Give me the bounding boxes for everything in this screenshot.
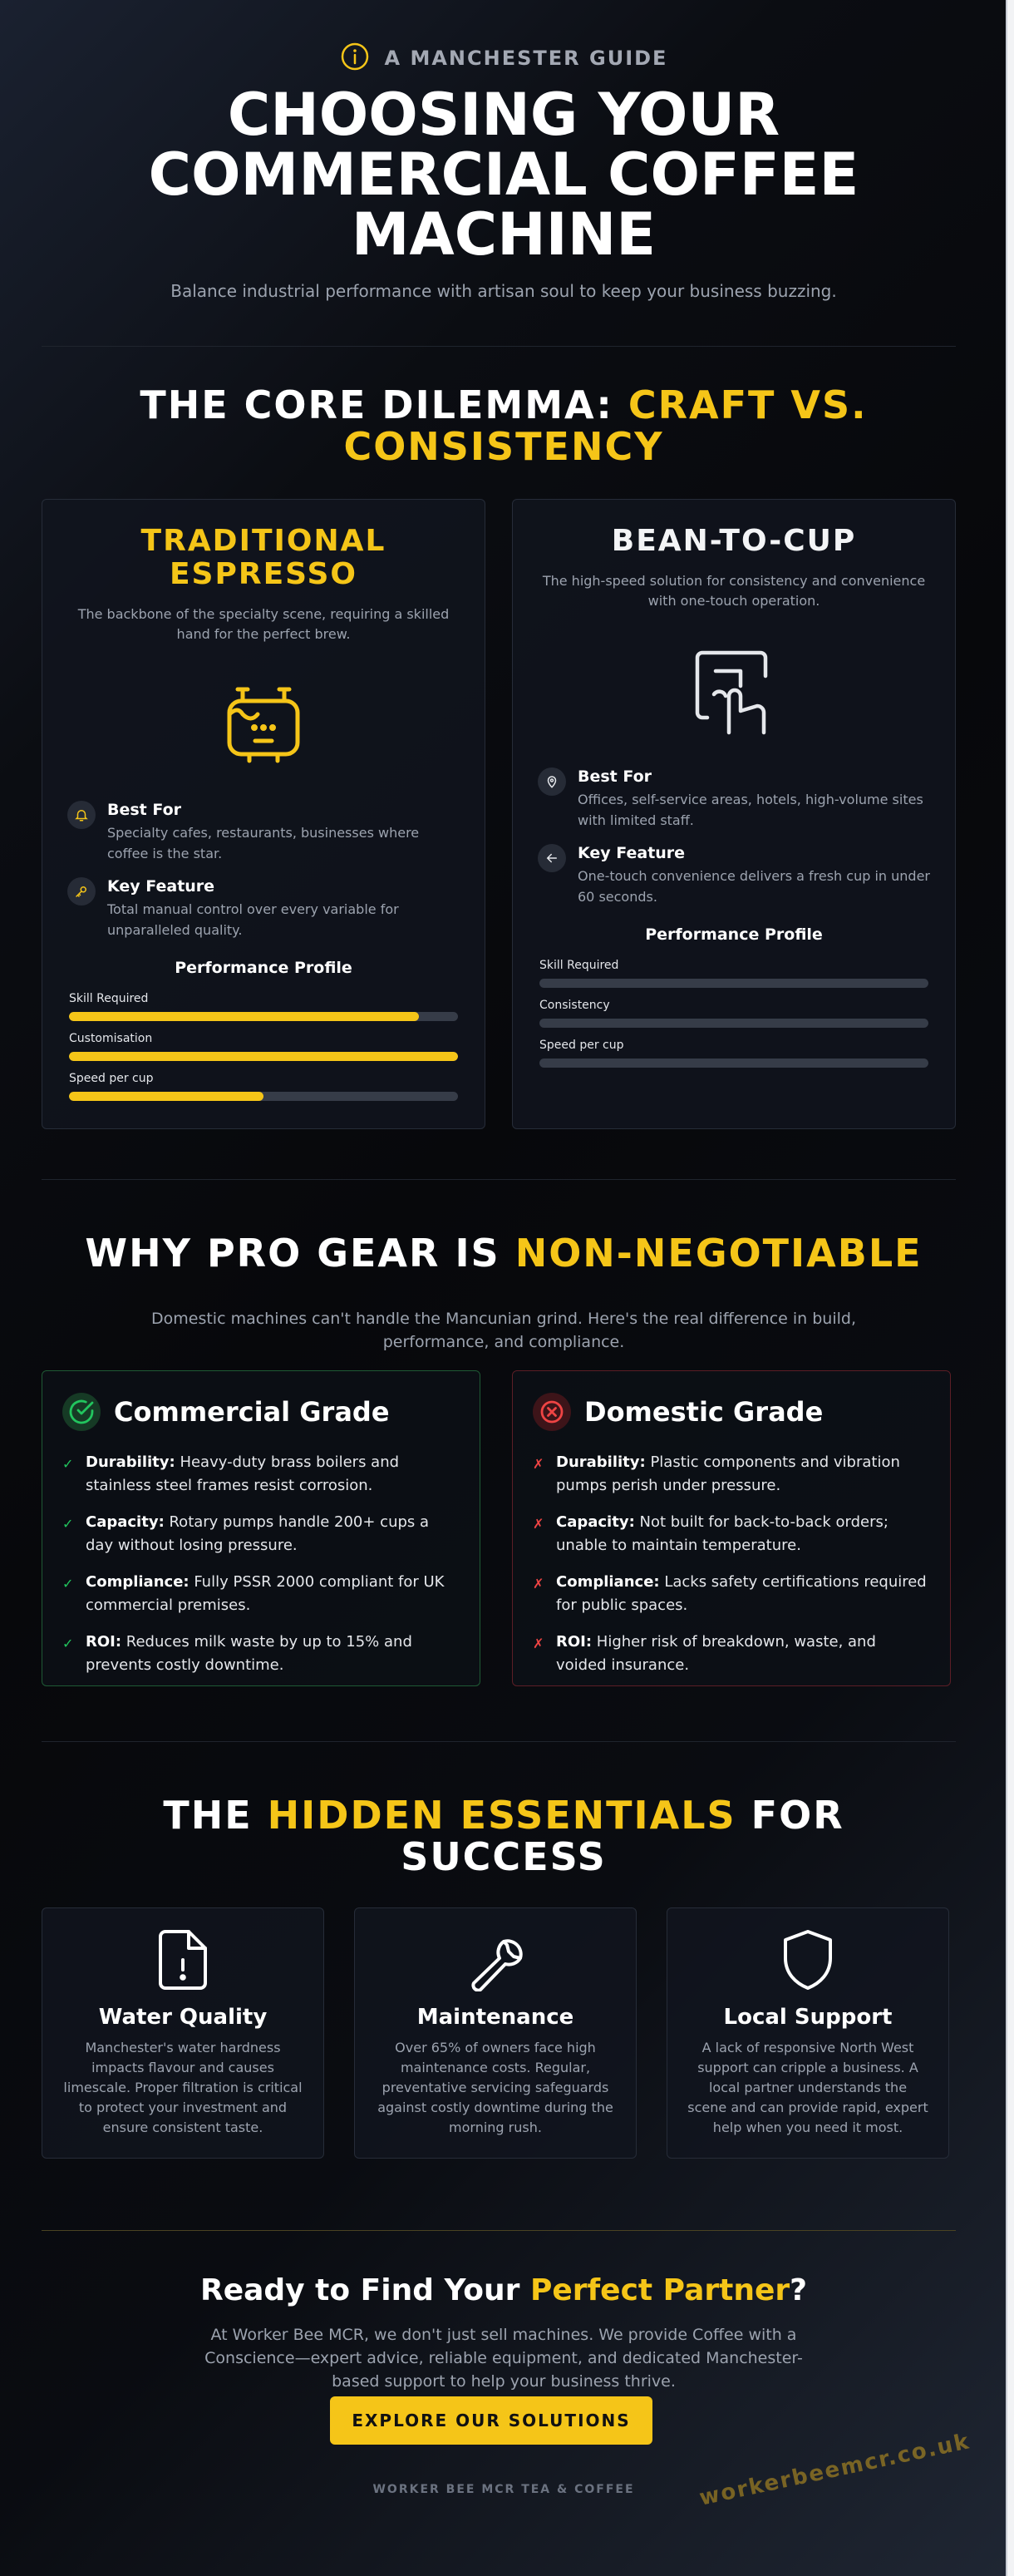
- metric-skill: Skill Required: [69, 992, 458, 1021]
- best-for: Best For Offices, self-service areas, hotels, high-volume sites with limited staff.: [538, 767, 930, 831]
- explore-solutions-button[interactable]: EXPLORE OUR SOLUTIONS: [330, 2396, 652, 2445]
- wrench-icon: [355, 1928, 636, 1991]
- touch-icon: [513, 646, 955, 738]
- page-title: CHOOSING YOUR COMMERCIAL COFFEE MACHINE: [148, 81, 859, 269]
- performance-heading: Performance Profile: [175, 959, 352, 977]
- domestic-list: [533, 1451, 930, 1690]
- file-alert-icon: [42, 1928, 323, 1991]
- dilemma-heading: THE CORE DILEMMA: CRAFT VS. CONSISTENCY: [140, 382, 868, 469]
- essential-card-maintenance: Maintenance Over 65% of owners face high maintenance costs. Regular, preventative servicing safeguards against costly downtime during the morning rush.: [354, 1907, 637, 2159]
- list-item: ✓ Compliance: Fully PSSR 2000 compliant for UK commercial premises.: [62, 1573, 445, 1614]
- shield-icon: [667, 1928, 948, 1991]
- essential-card-local-support: Local Support A lack of responsive North West support can cripple a business. A local partner understands the scene and can provide rapid, expert help when you need it most.: [667, 1907, 949, 2159]
- list-item: ✗ Durability: Plastic components and vibration pumps perish under pressure.: [533, 1453, 900, 1494]
- best-for: Best For Specialty cafes, restaurants, businesses where coffee is the star.: [67, 801, 460, 864]
- eyebrow-text: A MANCHESTER GUIDE: [384, 47, 668, 70]
- divider: [42, 2230, 956, 2231]
- bean-to-cup-card: [512, 499, 956, 1129]
- card-title: Domestic Grade: [584, 1396, 824, 1428]
- metric-customisation: Customisation: [69, 1032, 458, 1061]
- watermark: workerbeemcr.co.uk: [697, 2429, 972, 2511]
- list-item: ✓ Durability: Heavy-duty brass boilers and stainless steel frames resist corrosion.: [62, 1453, 400, 1494]
- key-feature: Key Feature One-touch convenience delivers a fresh cup in under 60 seconds.: [538, 844, 930, 907]
- list-item: ✗ ROI: Higher risk of breakdown, waste, and voided insurance.: [533, 1633, 876, 1674]
- card-description: The backbone of the specialty scene, requiring a skilled hand for the perfect brew.: [77, 606, 450, 642]
- check-circle-icon: [62, 1393, 101, 1431]
- footer-brand: WORKER BEE MCR TEA & COFFEE: [372, 2483, 635, 2496]
- metric-consistency: Consistency: [539, 999, 928, 1028]
- bell-icon: [67, 801, 96, 829]
- card-title: Commercial Grade: [114, 1396, 390, 1428]
- divider: [42, 1741, 956, 1742]
- pro-gear-heading: WHY PRO GEAR IS NON-NEGOTIABLE: [85, 1231, 923, 1276]
- metric-speed: Speed per cup: [69, 1072, 458, 1101]
- eyebrow: [0, 42, 1007, 75]
- commercial-grade-card: [42, 1370, 480, 1686]
- traditional-espresso-card: [42, 499, 485, 1129]
- commercial-list: [62, 1451, 460, 1690]
- list-item: ✗ Capacity: Not built for back-to-back orders; unable to maintain temperature.: [533, 1513, 888, 1554]
- page-subtitle: Balance industrial performance with artisan soul to keep your business buzzing.: [170, 281, 837, 301]
- domestic-grade-card: [512, 1370, 951, 1686]
- list-item: ✗ Compliance: Lacks safety certifications required for public spaces.: [533, 1573, 927, 1614]
- essentials-heading: THE HIDDEN ESSENTIALS FOR SUCCESS: [163, 1793, 844, 1879]
- location-pin-icon: [538, 767, 566, 796]
- pro-gear-lead: Domestic machines can't handle the Mancunian grind. Here's the real difference in build, performance, and compliance.: [151, 1310, 856, 1351]
- divider: [42, 1179, 956, 1180]
- metric-skill: Skill Required: [539, 959, 928, 988]
- essential-card-water-quality: Water Quality Manchester's water hardness impacts flavour and causes limescale. Proper filtration is critical to protect your investment and ensure consistent taste.: [42, 1907, 324, 2159]
- metric-speed: Speed per cup: [539, 1039, 928, 1068]
- x-circle-icon: [533, 1393, 571, 1431]
- divider: [42, 346, 956, 347]
- cta-heading: Ready to Find Your Perfect Partner?: [199, 2273, 808, 2307]
- card-title: TRADITIONAL ESPRESSO: [140, 524, 386, 591]
- key-feature: Key Feature Total manual control over every variable for unparalleled quality.: [67, 877, 460, 940]
- card-description: The high-speed solution for consistency and convenience with one-touch operation.: [542, 573, 926, 609]
- card-title: BEAN-TO-CUP: [611, 524, 857, 558]
- info-icon: [340, 42, 370, 75]
- list-item: ✓ ROI: Reduces milk waste by up to 15% and prevents costly downtime.: [62, 1633, 412, 1674]
- arrow-left-icon: [538, 844, 566, 872]
- performance-heading: Performance Profile: [645, 925, 823, 944]
- list-item: ✓ Capacity: Rotary pumps handle 200+ cups a day without losing pressure.: [62, 1513, 430, 1554]
- espresso-machine-icon: [42, 678, 485, 769]
- cta-text: At Worker Bee MCR, we don't just sell machines. We provide Coffee with a Conscience—expert advice, reliable equipment, and dedicated Manchester-based support to help your business thrive.: [204, 2326, 803, 2391]
- key-icon: [67, 877, 96, 906]
